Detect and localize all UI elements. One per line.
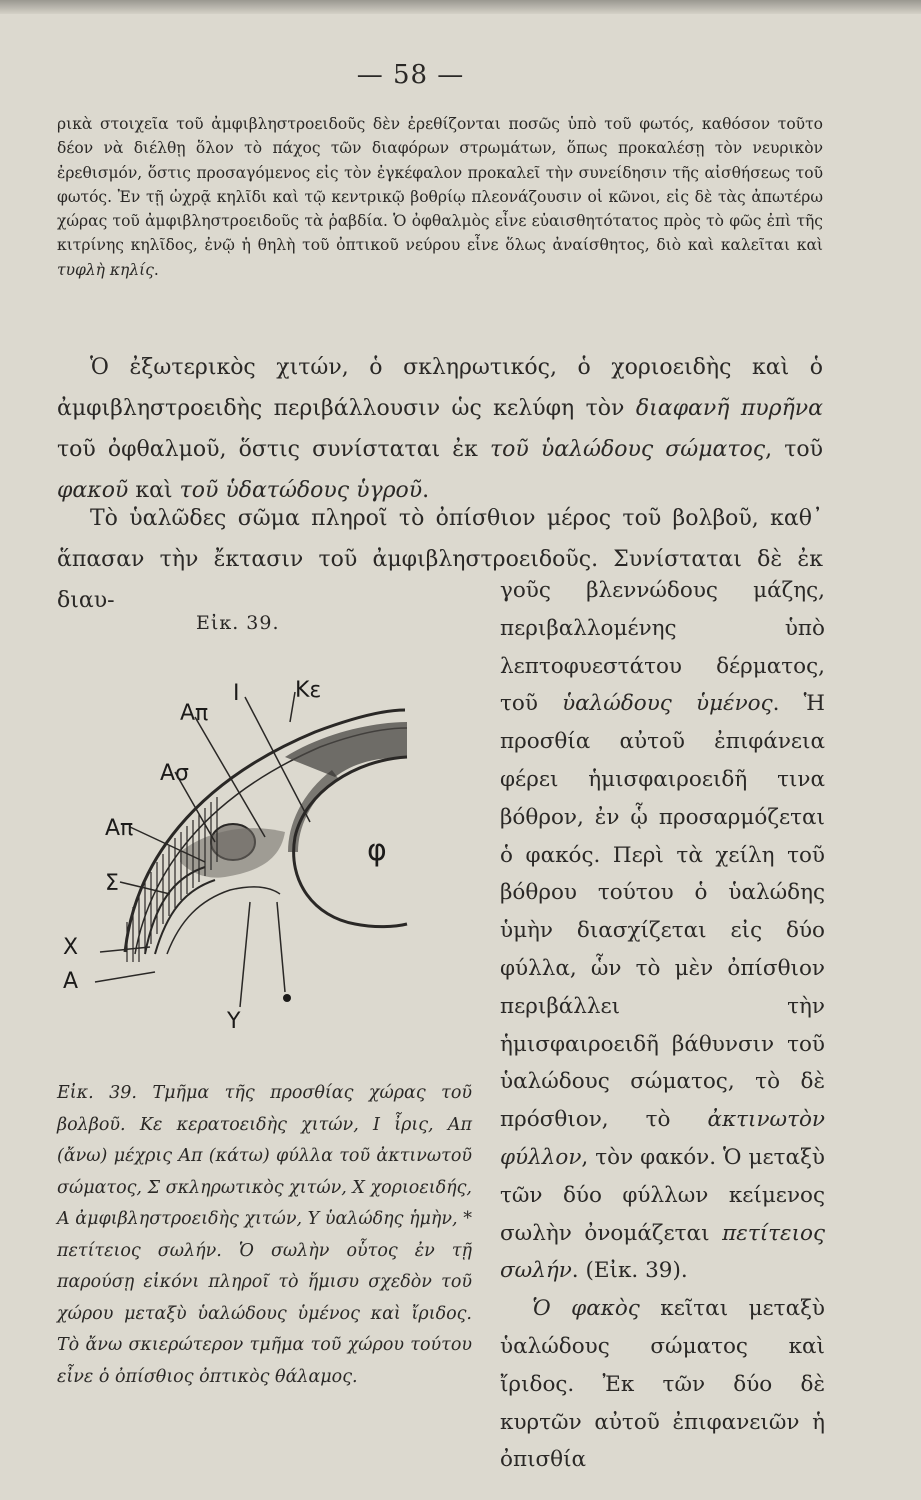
- hyaloid-line: [167, 887, 280, 954]
- rc-p1-a: γοῦς βλεννώδους μάζης, περιβαλλομένης ὑπὸ λεπτοφυεστάτου δέρματος, τοῦ: [500, 578, 825, 717]
- figure-label: Εἰκ. 39.: [196, 612, 280, 634]
- figure-caption: [57, 1078, 472, 1393]
- label-As: Aσ: [160, 761, 189, 786]
- paragraph-retina: [57, 112, 823, 282]
- label-Ke: Κε: [295, 678, 322, 703]
- rc-p2-text: κεῖται μεταξὺ ὑαλώδους σώματος καὶ ἴριδος. Ἐκ τῶν δύο δὲ κυρτῶν αὐτοῦ ἐπιφανειῶν ἡ ὀπισθία: [500, 1296, 826, 1473]
- label-X: X: [63, 935, 79, 960]
- rc-p1-em3: πετίτειος σωλήν: [500, 1220, 825, 1284]
- paragraph-vitreous-text: Τὸ ὑαλῶδες σῶμα πληροῖ τὸ ὀπίσθιον μέρος τοῦ βολβοῦ, καθ᾽ ἅπασαν τὴν ἔκτασιν τοῦ ἀμφιβληστροειδοῦς. Συνίσταται δὲ ἐκ διαυ-: [57, 506, 823, 613]
- figure-caption-text: Εἰκ. 39. Τμῆμα τῆς προσθίας χώρας τοῦ βολβοῦ. Κε κερατοειδὴς χιτών, I ἶρις, Απ (ἄνω) μέχρις Απ (κάτω) φύλλα τοῦ ἀκτινωτοῦ σώματος, Σ σκληρωτικὸς χιτών, X χοριοειδής, A ἀμφιβληστροειδὴς χιτών, Υ ὑαλώδης ἡμὴν, * πετίτειος σωλήν. Ὁ σωλὴν οὗτος ἐν τῇ παρούσῃ εἰκόνι πληροῖ τὸ ἥμισυ σχεδὸν τοῦ χώρου μεταξὺ ὑαλώδους ὑμένος καὶ ἴριδος. Τὸ ἄνω σκιερώτερον τμῆμα τοῦ χώρου τούτου εἶνε ὁ ὀπίσθιος ὀπτικὸς θάλαμος.: [57, 1083, 472, 1387]
- paragraph-retina-emphasis: τυφλὴ κηλίς: [57, 260, 154, 279]
- p2-em1: διαφανῆ πυρῆνα: [635, 396, 823, 421]
- rc-p1-b: . Ἡ προσθία αὐτοῦ ἐπιφάνεια φέρει ἡμισφαιροειδῆ τινα βόθρον, ἐν ᾧ προσαρμόζεται ὁ φακός. Περὶ τὰ χείλη τοῦ βόθρου τούτου ὁ ὑαλώδης ὑμὴν διασχίζεται εἰς δύο φύλλα, ὧν τὸ μὲν ὀπίσθιον περιβάλλει τὴν ἡμισφαιροειδῆ βάθυνσιν τοῦ ὑαλώδους σώματος, τὸ δὲ πρόσθιον, τὸ: [500, 691, 825, 1133]
- rc-p2-em: Ὁ φακὸς: [532, 1296, 640, 1322]
- label-I: I: [233, 681, 240, 706]
- cornea-body: [285, 722, 407, 777]
- label-Ap-top: Απ: [180, 701, 209, 726]
- rc-p1-c: , τὸν φακόν. Ὁ μεταξὺ τῶν δύο φύλλων κείμενος σωλὴν ὀνομάζεται: [500, 1144, 825, 1246]
- p2-em3: φακοῦ: [57, 478, 129, 503]
- label-Ap-left: Aπ: [105, 816, 134, 841]
- lens-cavity-outline: [294, 757, 407, 927]
- p2-part4: καὶ: [135, 478, 173, 503]
- p2-em2: τοῦ ὑαλώδους σώματος: [489, 437, 766, 462]
- p2-part1: Ὁ ἐξωτερικὸς χιτών, ὁ σκληρωτικός, ὁ χοριοειδὴς καὶ ὁ ἀμφιβληστροειδὴς περιβάλλουσιν ὡς κελύφη τὸν: [57, 355, 823, 421]
- rc-p1-em2: ἀκτινωτὸν φύλλον: [500, 1107, 825, 1170]
- label-A: A: [63, 969, 79, 994]
- p2-end: .: [422, 478, 430, 503]
- label-Y: Y: [227, 1009, 241, 1034]
- petit-canal-marker: [283, 994, 291, 1002]
- p2-em4: τοῦ ὑδατώδους ὑγροῦ: [179, 478, 423, 503]
- rc-p1-d: . (Εἰκ. 39).: [571, 1258, 688, 1284]
- label-S: Σ: [105, 871, 119, 896]
- p2-part3: , τοῦ: [765, 437, 823, 462]
- label-phi: φ: [367, 833, 387, 868]
- page-number: — 58 —: [356, 60, 465, 90]
- paragraph-retina-text: ρικὰ στοιχεῖα τοῦ ἀμφιβληστροειδοῦς δὲν ἐρεθίζονται ποσῶς ὑπὸ τοῦ φωτός, καθόσον τοῦτο δέον νὰ διέλθῃ ὅλον τὸ πάχος τῶν διαφόρων στρωμάτων, ὅπως προκαλέσῃ τὸν νευρικὸν ἐρεθισμόν, ὅστις προσαγόμενος εἰς τὸν ἐγκέφαλον προκαλεῖ τὴν συνείδησιν τῆς αἰσθήσεως τοῦ φωτός. Ἐν τῇ ὠχρᾷ κηλῖδι καὶ τῷ κεντρικῷ βοθρίῳ πλεονάζουσιν οἱ κῶνοι, εἰς δὲ τὰς ἀπωτέρω χώρας τοῦ ἀμφιβληστροειδοῦς τὰ ῥαβδία. Ὁ ὀφθαλμὸς εἶνε εὐαισθητότατος πρὸς τὸ φῶς ἐπὶ τῆς κιτρίνης κηλῖδος, ἐνῷ ἡ θηλὴ τοῦ ὀπτικοῦ νεύρου εἶνε ὅλως ἀναίσθητος, διὸ καὶ καλεῖται καὶ: [57, 115, 823, 255]
- eye-cross-section-figure: [55, 662, 460, 1042]
- iris-shading: [293, 774, 335, 852]
- rc-p1-em1: ὑαλώδους ὑμένος: [562, 691, 773, 717]
- eye-diagram: [55, 662, 460, 1042]
- paragraph-retina-end: .: [153, 260, 159, 279]
- p2-part2: τοῦ ὀφθαλμοῦ, ὅστις συνίσταται ἐκ: [57, 437, 478, 462]
- retina-line: [155, 880, 215, 954]
- right-column-text: [500, 572, 825, 1479]
- paragraph-transparent-core: [57, 347, 823, 511]
- page-top-edge: [0, 0, 921, 14]
